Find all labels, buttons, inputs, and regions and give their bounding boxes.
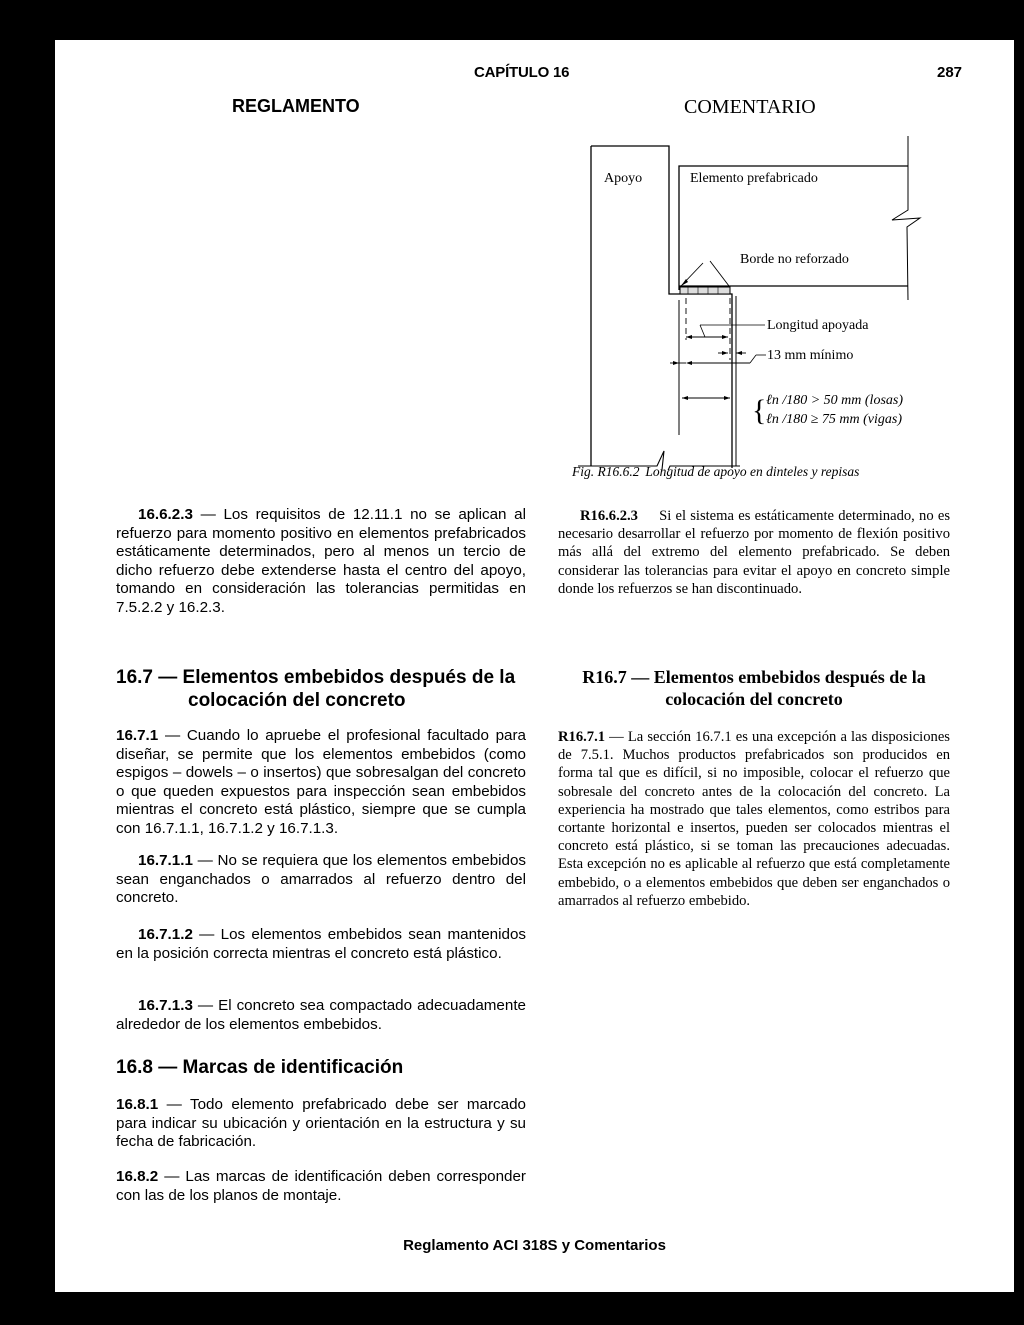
label-slabs-formula: ℓn /180 > 50 mm (losas) <box>766 393 903 408</box>
section-number: R16.6.2.3 <box>580 508 638 524</box>
figure-caption <box>572 464 859 480</box>
edge-leader-right <box>710 261 729 286</box>
paragraph-text: — El concreto sea compactado adecuadamente alrededor de los elementos embebidos. <box>116 997 526 1033</box>
label-min-13mm: 13 mm mínimo <box>767 348 854 363</box>
min-13mm-leader <box>750 355 756 363</box>
paragraph-text: — La sección 16.7.1 es una excepción a las disposiciones de 7.5.1. Muchos productos prefabricados son producidos en forma tal que es difícil, si no imposible, colocar el refuerzo que sobresale del concreto antes de la colocación del concreto. La experiencia ha mostrado que tales elementos, como estribos para cortante horizontal e insertos, pueden ser colocados mientras el concreto está plástico, si se toman las precauciones adecuadas. Esta excepción no es aplicable al refuerzo que está completamente embebido, o a elementos embebidos que deben ser enganchados o amarrados al refuerzo embebido. <box>558 729 950 909</box>
heading-line-1: 16.7 — Elementos embebidos después de la <box>116 667 516 688</box>
comment-r16-7-1 <box>558 728 950 910</box>
heading-16-8 <box>116 1056 536 1079</box>
support-outline <box>591 146 732 468</box>
section-number: 16.7.1.3 <box>138 997 193 1014</box>
heading-16-7 <box>116 666 536 712</box>
bearing-pad <box>680 287 730 294</box>
section-number: 16.8.1 <box>116 1096 159 1113</box>
chapter-header: CAPÍTULO 16 <box>474 64 570 81</box>
heading-line-2: colocación del concreto <box>665 689 843 709</box>
label-precast-element: Elemento prefabricado <box>690 171 818 186</box>
paragraph-16-7-1-2 <box>116 926 526 963</box>
paragraph-16-8-1 <box>116 1096 526 1152</box>
formula-brace: { <box>752 394 767 427</box>
section-number: 16.7.1 <box>116 727 159 744</box>
page-footer: Reglamento ACI 318S y Comentarios <box>403 1237 666 1254</box>
section-number: 16.6.2.3 <box>138 506 193 523</box>
figure-caption-text: Longitud de apoyo en dinteles y repisas <box>645 464 860 479</box>
section-number: 16.7.1.2 <box>138 926 193 943</box>
label-beams-formula: ℓn /180 ≥ 75 mm (vigas) <box>766 412 903 427</box>
bearing-length-leader <box>700 325 705 337</box>
paragraph-16-8-2 <box>116 1168 526 1205</box>
paragraph-16-6-2-3 <box>116 506 526 618</box>
figure-caption-number: Fig. R16.6.2 <box>572 464 640 479</box>
section-number: 16.7.1.1 <box>138 852 193 869</box>
comment-r16-6-2-3 <box>558 507 954 598</box>
heading-line-1: R16.7 — Elementos embebidos después de la <box>582 667 926 687</box>
heading-line-1: 16.8 — Marcas de identificación <box>116 1057 404 1078</box>
bearing-length-figure <box>560 130 960 470</box>
paragraph-text: — Los requisitos de 12.11.1 no se aplican al refuerzo para momento positivo en elementos prefabricados estáticamente determinados, pero al menos un tercio de dicho refuerzo debe extenderse hasta el centro del apoyo, tomando en consideración las tolerancias permitidas en 7.5.2.2 y 16.2.3. <box>116 506 526 616</box>
page-number: 287 <box>937 64 963 81</box>
label-unreinforced-edge: Borde no reforzado <box>740 252 849 267</box>
section-number: R16.7.1 <box>558 729 606 745</box>
document-page <box>55 40 1014 1292</box>
precast-break-line <box>892 136 920 300</box>
paragraph-16-7-1 <box>116 727 526 839</box>
heading-line-2: colocación del concreto <box>188 690 406 711</box>
paragraph-text: Si el sistema es estáticamente determinado, no es necesario desarrollar el refuerzo por momento de flexión positivo más allá del extremo del elemento prefabricado. Se deben considerar las tolerancias para evitar el apoyo en concreto simple donde los refuerzos se han discontinuado. <box>558 508 954 597</box>
paragraph-text: — Todo elemento prefabricado debe ser marcado para indicar su ubicación y orientación en la estructura y su fecha de fabricación. <box>116 1096 526 1151</box>
section-number: 16.8.2 <box>116 1168 159 1185</box>
heading-r16-7 <box>558 666 950 710</box>
paragraph-text: — Los elementos embebidos sean mantenidos en la posición correcta mientras el concreto está plástico. <box>116 926 526 962</box>
label-support: Apoyo <box>604 171 643 186</box>
paragraph-text: — Las marcas de identificación deben corresponder con las de los planos de montaje. <box>116 1168 526 1204</box>
label-bearing-length: Longitud apoyada <box>767 318 869 333</box>
reglamento-column-title: REGLAMENTO <box>232 96 360 116</box>
paragraph-text: — No se requiera que los elementos embebidos sean enganchados o amarrados al refuerzo dentro del concreto. <box>116 852 526 907</box>
comentario-column-title: COMENTARIO <box>684 96 816 118</box>
paragraph-16-7-1-3 <box>116 997 526 1034</box>
paragraph-text: — Cuando lo apruebe el profesional facultado para diseñar, se permite que los elementos embebidos (como espigos – dowels – o insertos) que sobresalgan del concreto o que queden expuestos para inspección sean embebidos mientras el concreto está plástico, siempre que se cumpla con 16.7.1.1, 16.7.1.2 y 16.7.1.3. <box>116 727 526 837</box>
paragraph-16-7-1-1 <box>116 852 526 908</box>
